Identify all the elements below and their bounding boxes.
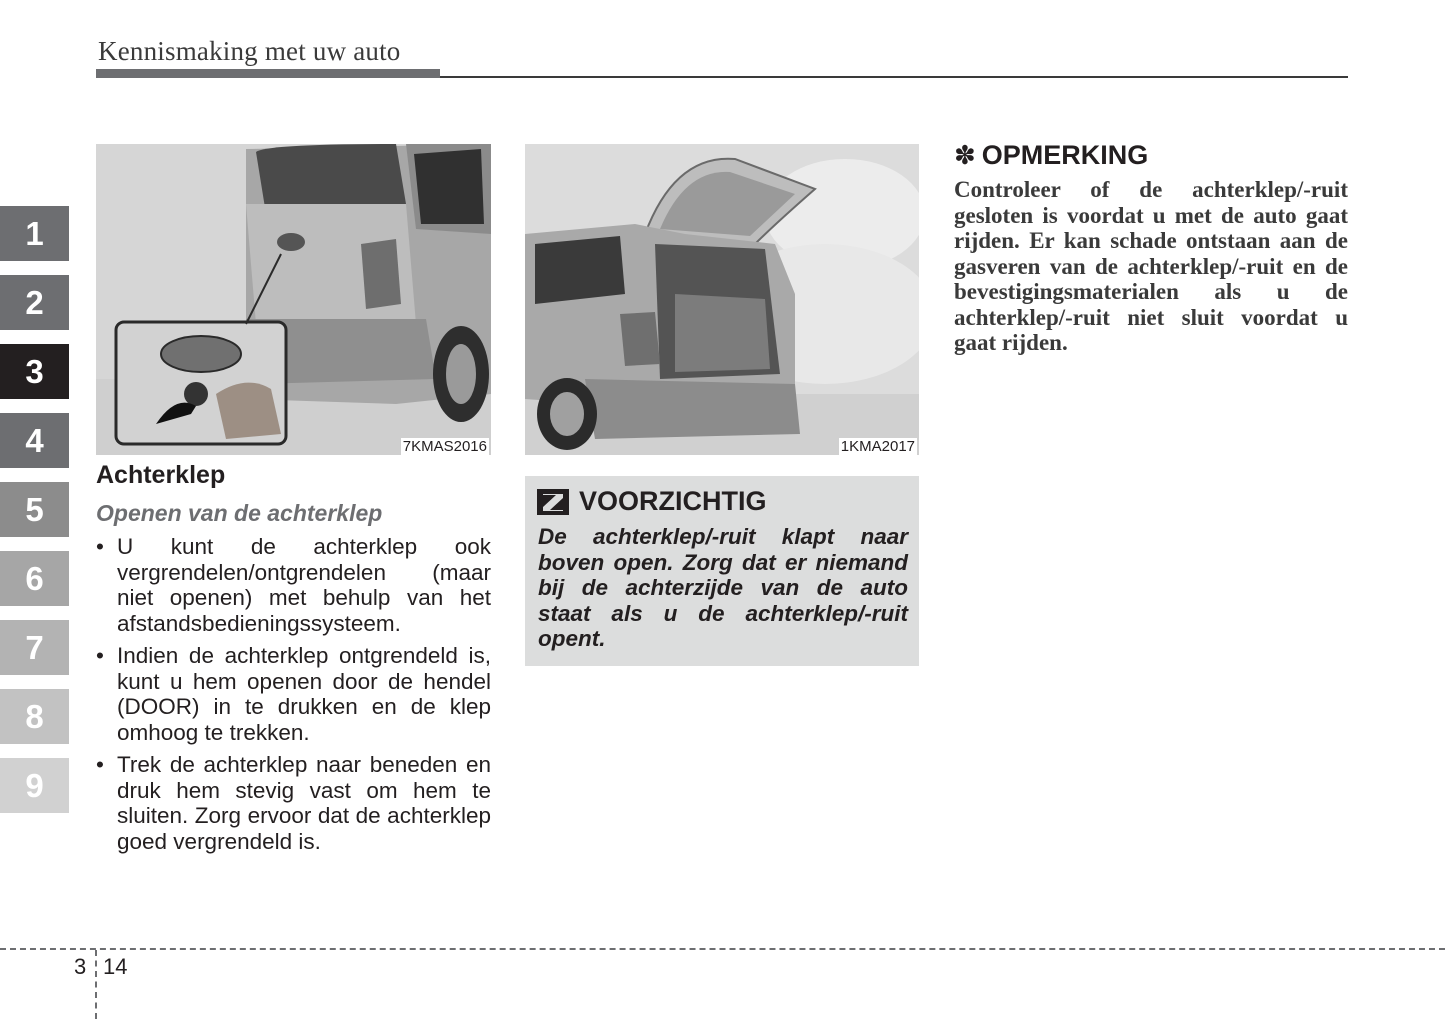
page-number: 14 [103, 954, 128, 979]
list-item [96, 534, 491, 636]
list-item [96, 643, 491, 745]
list-item-text: U kunt de achterklep ook vergrendelen/ontgrendelen (maar niet openen) met behulp van het afstandsbedieningssysteem. [117, 534, 491, 636]
open-tailgate-photo-icon [525, 144, 919, 455]
chapter-tab-4[interactable]: 4 [0, 413, 69, 468]
footer-dashed-rule [0, 948, 1445, 950]
bullet-icon: • [96, 752, 104, 777]
bullet-icon: • [96, 643, 104, 668]
tailgate-handle-photo-icon [96, 144, 491, 455]
page-chapter-number: 3 [74, 954, 87, 979]
figure-tailgate-handle [96, 144, 491, 455]
list-item [96, 752, 491, 854]
list-item-text: Indien de achterklep ontgrendeld is, kunt u hem openen door de hendel (DOOR) in te drukken en de klep omhoog te trekken. [117, 643, 491, 745]
section-title: Achterklep [96, 461, 226, 489]
section-subtitle: Openen van de achterklep [96, 500, 383, 526]
figure-open-tailgate [525, 144, 919, 455]
header-accent-bar [96, 69, 440, 78]
chapter-tabs [0, 206, 69, 827]
instruction-list [96, 534, 491, 861]
chapter-tab-3[interactable]: 3 [0, 344, 69, 399]
chapter-tab-9[interactable]: 9 [0, 758, 69, 813]
header-rule [440, 76, 1348, 78]
bullet-icon: • [96, 534, 104, 559]
chapter-tab-7[interactable]: 7 [0, 620, 69, 675]
chapter-tab-1[interactable]: 1 [0, 206, 69, 261]
asterisk-icon: ✽ [954, 140, 976, 170]
figure-code: 1KMA2017 [840, 438, 915, 455]
chapter-tab-2[interactable]: 2 [0, 275, 69, 330]
caution-header [537, 486, 767, 517]
page-header-title: Kennismaking met uw auto [98, 36, 401, 66]
figure-code: 7KMAS2016 [402, 438, 487, 455]
list-item-text: Trek de achterklep naar beneden en druk hem stevig vast om hem te sluiten. Zorg ervoor dat de achterklep goed vergrendeld is. [117, 752, 491, 854]
chapter-tab-5[interactable]: 5 [0, 482, 69, 537]
note-header [954, 140, 1148, 171]
note-title: OPMERKING [981, 140, 1149, 170]
caution-title: VOORZICHTIG [579, 486, 767, 516]
note-text: Controleer of de achterklep/-ruit gesloten is voordat u met de auto gaat rijden. Er kan schade ontstaan aan de gasveren van de achterklep/-ruit en de bevestigingsmaterialen als u de achterklep/-ruit niet sluit voordat u gaat rijden. [954, 177, 1348, 355]
caution-text: De achterklep/-ruit klapt naar boven open. Zorg dat er niemand bij de achterzijde van de auto staat als u de achterklep/-ruit opent. [538, 524, 908, 651]
footer-dashed-divider [95, 950, 97, 1019]
caution-box [525, 476, 919, 666]
caution-z-icon [537, 489, 569, 515]
chapter-tab-8[interactable]: 8 [0, 689, 69, 744]
chapter-tab-6[interactable]: 6 [0, 551, 69, 606]
